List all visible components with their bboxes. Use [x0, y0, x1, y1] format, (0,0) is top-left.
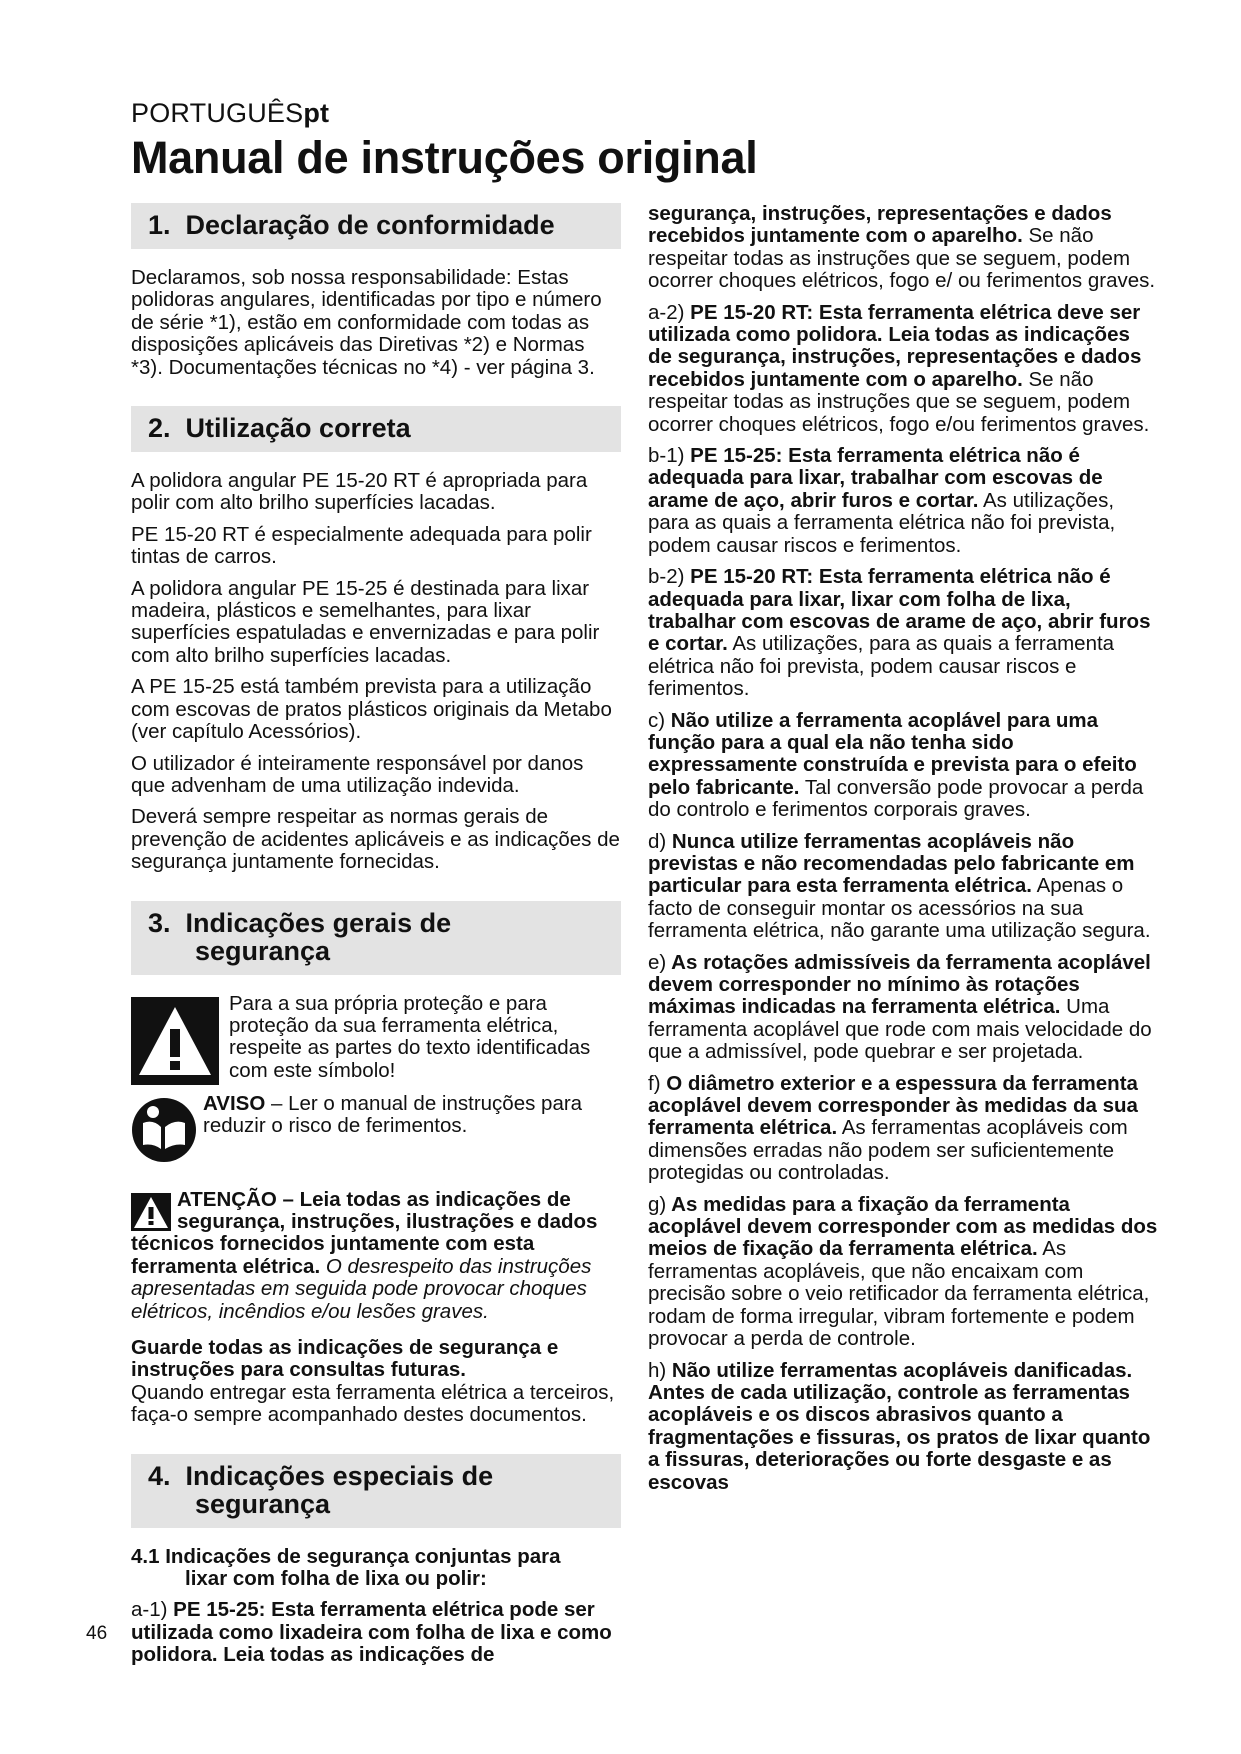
item-text: As utilizações, para as quais a ferramenta elétrica não foi prevista, podem causar riscos e ferimentos. [648, 632, 1115, 701]
item-bold: Nunca utilize ferramentas acopláveis não previstas e não recomendadas pelo fabricante em particular para esta ferramenta elétrica. [648, 829, 1135, 898]
section-heading-2 [131, 406, 621, 452]
item-a1-continued [648, 203, 1158, 293]
aviso-text: – Ler o manual de instruções para reduzir o risco de ferimentos. [203, 1091, 583, 1137]
item-bold: segurança, instruções, representações e dados recebidos juntamente com o aparelho. [648, 202, 1112, 248]
warning-triangle-icon [131, 997, 219, 1085]
section-number: 4. [148, 1460, 171, 1491]
item-bold: O diâmetro exterior e a espessura da ferramenta acoplável devem corresponder às medidas da sua ferramenta elétrica. [648, 1071, 1138, 1140]
section-number: 1. [148, 210, 171, 240]
item-text: As utilizações, para as quais a ferramenta elétrica não foi prevista, podem causar riscos e ferimentos. [648, 488, 1116, 557]
item-b2 [648, 566, 1158, 700]
item-label: g) [648, 1192, 667, 1216]
item-text: Se não respeitar todas as instruções que se seguem, podem ocorrer choques elétricos, fogo e/ ou ferimentos graves. [648, 224, 1156, 293]
aviso-note [131, 1093, 621, 1163]
item-d [648, 831, 1158, 943]
section-heading-3 [131, 901, 621, 975]
item-bold: PE 15-25: Esta ferramenta elétrica não é adequada para lixar, trabalhar com escovas de arame de aço, abrir furos e cortar. [648, 444, 1103, 512]
section-title: Indicações gerais de [185, 907, 452, 938]
section-number: 2. [148, 413, 171, 444]
language-name: PORTUGUÊS [131, 98, 304, 128]
item-label: d) [648, 829, 667, 853]
item-label: c) [648, 708, 666, 732]
item-label: b-1) [648, 444, 685, 468]
item-bold: PE 15-20 RT: Esta ferramenta elétrica não é adequada para lixar, lixar com folha de lixa, trabalhar com escovas de arame de aço, abrir furos e cortar. [648, 565, 1151, 656]
attention-paragraph [131, 1189, 621, 1323]
language-label [131, 98, 329, 129]
aviso-label: AVISO [203, 1091, 266, 1115]
item-a2 [648, 302, 1158, 436]
item-bold: PE 15-25: Esta ferramenta elétrica pode ser utilizada como lixadeira com folha de lixa e como polidora. Leia todas as indicações de [131, 1598, 612, 1667]
subsection-title-continued: lixar com folha de lixa ou polir: [185, 1567, 487, 1590]
language-code: pt [303, 98, 330, 128]
item-c [648, 710, 1158, 822]
page-title: Manual de instruções original [131, 132, 758, 183]
item-text: Se não respeitar todas as instruções que se seguem, podem ocorrer choques elétricos, fogo e/ou ferimentos graves. [648, 367, 1150, 436]
usage-paragraph: PE 15-20 RT é especialmente adequada para polir tintas de carros. [131, 522, 592, 569]
section-number: 3. [148, 907, 171, 938]
item-bold: Não utilize a ferramenta acoplável para uma função para a qual ela não tenha sido expressamente construída e prevista para o efeito pelo fabricante. [648, 708, 1137, 799]
item-bold: As medidas para a fixação da ferramenta acoplável devem corresponder com as medidas dos meios de fixação da ferramenta elétrica. [648, 1192, 1158, 1261]
item-text: Uma ferramenta acoplável que rode com mais velocidade do que a admissível, pode quebrar e ser projetada. [648, 995, 1152, 1064]
item-text: Tal conversão pode provocar a perda do controlo e ferimentos corporais graves. [648, 775, 1144, 822]
keep-instructions-text: Quando entregar esta ferramenta elétrica a terceiros, faça-o sempre acompanhado destes documentos. [131, 1380, 615, 1427]
item-b1 [648, 445, 1158, 557]
item-label: h) [648, 1358, 667, 1382]
page-number: 46 [86, 1623, 108, 1644]
keep-instructions-paragraph [131, 1337, 621, 1427]
item-text: As ferramentas acopláveis com dimensões erradas não podem ser suficientemente protegidas ou controladas. [648, 1116, 1128, 1185]
item-g [648, 1194, 1158, 1351]
item-f [648, 1073, 1158, 1185]
attention-bold: ATENÇÃO – Leia todas as indicações de segurança, instruções, ilustrações e dados técnicos fornecidos juntamente com esta ferramenta elétrica. [131, 1187, 598, 1278]
usage-paragraph: O utilizador é inteiramente responsável por danos que advenham de uma utilização indevida. [131, 751, 584, 797]
item-label: b-2) [648, 565, 685, 589]
item-a1 [131, 1599, 621, 1666]
warning-triangle-small-icon [131, 1193, 171, 1231]
warning-note [131, 993, 621, 1085]
conformity-text: Declaramos, sob nossa responsabilidade: Estas polidoras angulares, identificadas por tipo e número de série *1), estão em conformidade com todas as disposições aplicáveis das Diretivas *2) e Normas *3). Documentações técnicas no *4) - ver página 3. [131, 266, 602, 379]
item-label: a-2) [648, 300, 685, 324]
item-bold: Não utilize ferramentas acopláveis danificadas. Antes de cada utilização, controle as ferramentas acopláveis e os discos abrasivos quanto a fragmentações e fissuras, os pratos de lixar quanto a fissuras, deteriorações ou forte desgaste e as escovas [648, 1358, 1151, 1494]
warning-note-text: Para a sua própria proteção e para proteção da sua ferramenta elétrica, respeite as partes do texto identificadas com este símbolo! [229, 991, 591, 1082]
usage-paragraph: A polidora angular PE 15-25 é destinada para lixar madeira, plásticos e semelhantes, para lixar superfícies espatuladas e envernizadas e para polir com alto brilho superfícies lacadas. [131, 576, 600, 667]
section-title-continued: segurança [195, 935, 331, 966]
item-text: As ferramentas acopláveis, que não encaixam com precisão sobre o veio retificador da ferramenta elétrica, rodam de forma irregular, vibram fortemente e podem provocar a perda de controle. [648, 1237, 1150, 1351]
section-heading-4 [131, 1454, 621, 1528]
usage-paragraph: A polidora angular PE 15-20 RT é apropriada para polir com alto brilho superfícies lacadas. [131, 469, 588, 515]
section-title: Utilização correta [185, 413, 411, 444]
item-bold: As rotações admissíveis da ferramenta acoplável devem corresponder no mínimo às rotações máximas indicadas na ferramenta elétrica. [648, 950, 1151, 1019]
usage-paragraph: A PE 15-25 está também prevista para a utilização com escovas de pratos plásticos originais da Metabo (ver capítulo Acessórios). [131, 675, 612, 744]
item-text: Apenas o facto de conseguir montar os acessórios na sua ferramenta elétrica, não garante uma utilização segura. [648, 874, 1151, 943]
subsection-title: 4.1 Indicações de segurança conjuntas para [131, 1544, 561, 1568]
item-h [648, 1360, 1158, 1494]
attention-italic: O desrespeito das instruções apresentadas em seguida pode provocar choques elétricos, incêndios e/ou lesões graves. [131, 1254, 592, 1323]
item-label: a-1) [131, 1598, 168, 1622]
section-title-continued: segurança [195, 1488, 331, 1519]
item-label: f) [648, 1071, 661, 1095]
section-title: Declaração de conformidade [185, 210, 555, 240]
section-title: Indicações especiais de [185, 1460, 494, 1491]
item-bold: PE 15-20 RT: Esta ferramenta elétrica deve ser utilizada como polidora. Leia todas as indicações de segurança, instruções, representações e dados recebidos juntamente com o aparelho. [648, 300, 1142, 391]
usage-paragraph: Deverá sempre respeitar as normas gerais de prevenção de acidentes aplicáveis e as indicações de segurança juntamente fornecidas. [131, 805, 620, 874]
section-heading-1 [131, 203, 621, 249]
right-column [648, 203, 1158, 1503]
left-column [131, 203, 621, 1676]
keep-instructions-bold: Guarde todas as indicações de segurança e instruções para consultas futuras. [131, 1335, 559, 1382]
subsection-heading-4-1 [131, 1546, 621, 1591]
item-e [648, 952, 1158, 1064]
item-label: e) [648, 950, 667, 974]
read-manual-icon [131, 1097, 197, 1163]
